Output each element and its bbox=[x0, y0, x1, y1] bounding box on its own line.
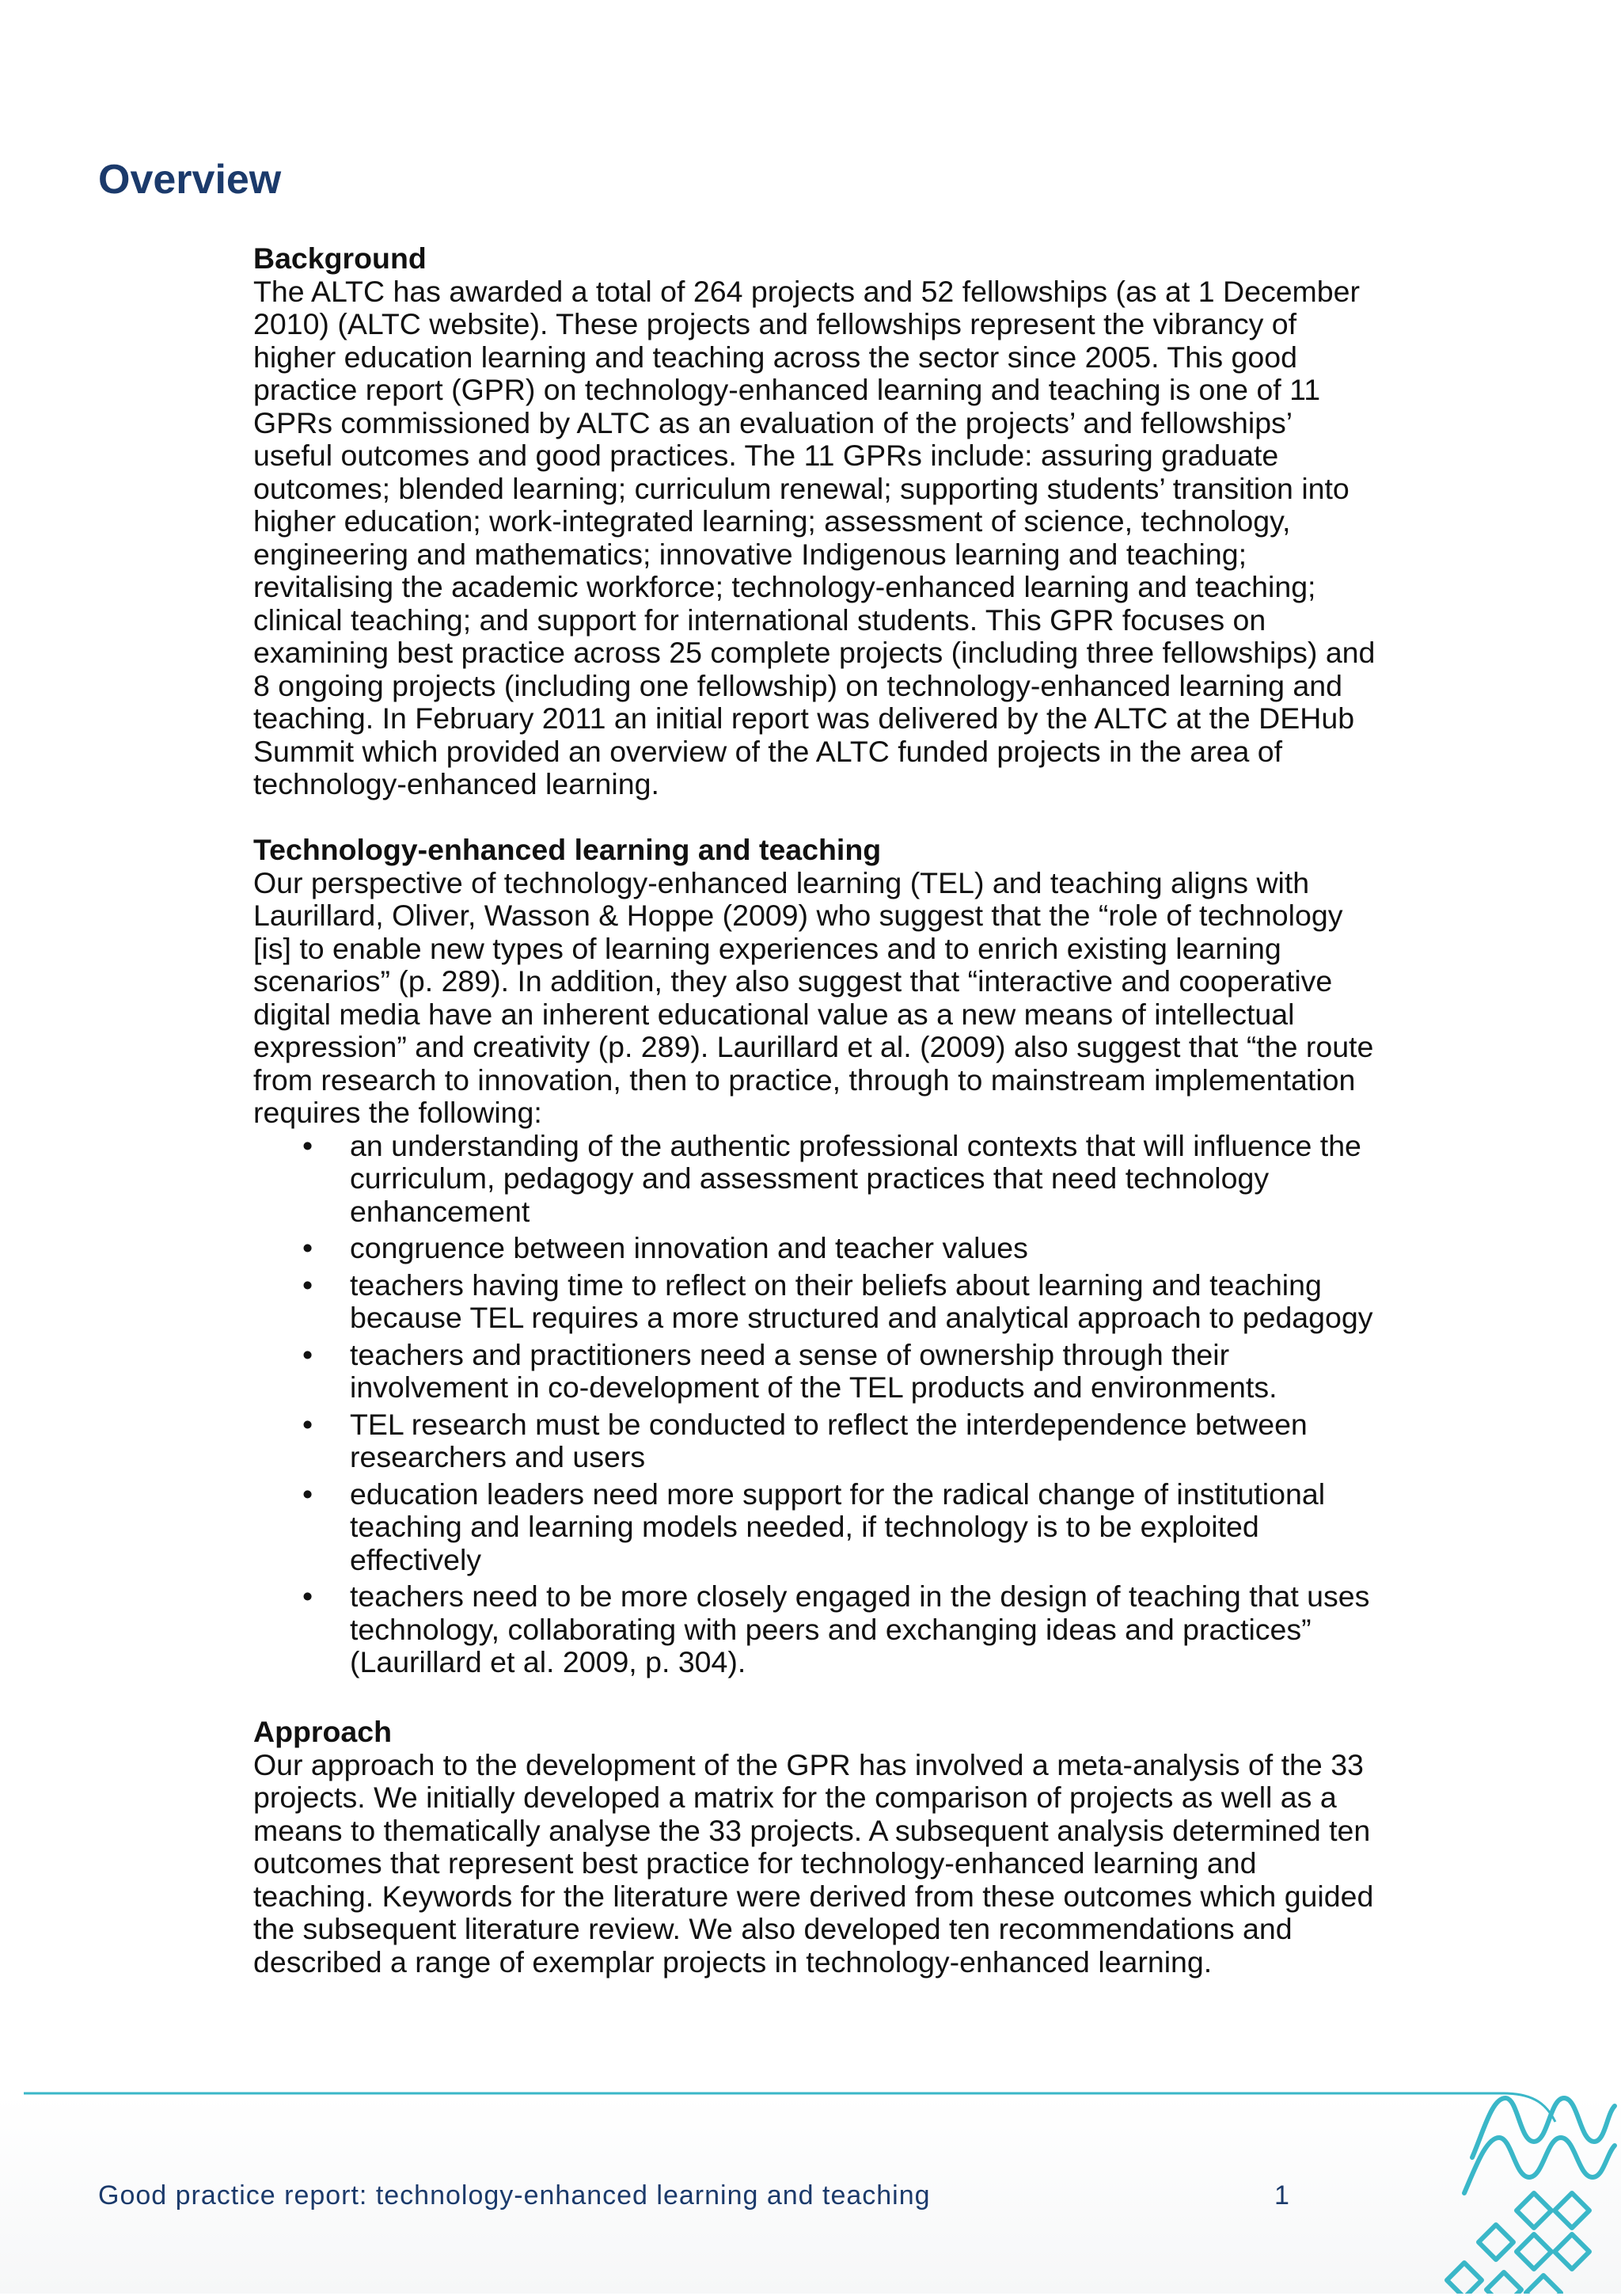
section-spacer bbox=[253, 1683, 1377, 1716]
section-spacer bbox=[253, 801, 1377, 834]
list-item bbox=[253, 1408, 1377, 1474]
list-item bbox=[253, 1130, 1377, 1229]
list-item-text: TEL research must be conducted to reflect the interdependence between researchers and users bbox=[350, 1407, 1308, 1473]
bullet-icon: • bbox=[302, 1579, 313, 1613]
list-item-text: teachers and practitioners need a sense of ownership through their involvement in co-development of the TEL products and environments. bbox=[350, 1337, 1277, 1404]
bullet-icon: • bbox=[302, 1407, 313, 1441]
bullet-icon: • bbox=[302, 1337, 313, 1371]
list-item-text: an understanding of the authentic professional contexts that will influence the curriculum, pedagogy and assessment practices that need technology enhancement bbox=[350, 1128, 1361, 1228]
footer-report-title: Good practice report: technology-enhanced learning and teaching bbox=[98, 2180, 931, 2210]
list-item bbox=[253, 1478, 1377, 1577]
tel-requirements-list bbox=[253, 1130, 1377, 1679]
bullet-icon: • bbox=[302, 1128, 313, 1162]
approach-paragraph: Our approach to the development of the GPR has involved a meta-analysis of the 33 projects. We initially developed a matrix for the comparison of projects as well as a means to thematically analyse the 33 projects. A subsequent analysis determined ten outcomes that represent best practice for technology-enhanced learning and teaching. Keywords for the literature were derived from these outcomes which guided the subsequent literature review. We also developed ten recommendations and described a range of exemplar projects in technology-enhanced learning. bbox=[253, 1747, 1374, 1979]
background-paragraph: The ALTC has awarded a total of 264 projects and 52 fellowships (as at 1 December 2010) (ALTC website). These projects and fellowships represent the vibrancy of higher education learning and teaching across the sector since 2005. This good practice report (GPR) on technology-enhanced learning and teaching is one of 11 GPRs commissioned by ALTC as an evaluation of the projects’ and fellowships’ useful outcomes and good practices. The 11 GPRs include: assuring graduate outcomes; blended learning; curriculum renewal; supporting students’ transition into higher education; work-integrated learning; assessment of science, technology, engineering and mathematics; innovative Indigenous learning and teaching; revitalising the academic workforce; technology-enhanced learning and teaching; clinical teaching; and support for international students. This GPR focuses on examining best practice across 25 complete projects (including three fellowships) and 8 ongoing projects (including one fellowship) on technology-enhanced learning and teaching. In February 2011 an initial report was delivered by the ALTC at the DEHub Summit which provided an overview of the ALTC funded projects in the area of technology-enhanced learning. bbox=[253, 274, 1376, 800]
list-item-text: teachers need to be more closely engaged in the design of teaching that uses technology, collaborating with peers and exchanging ideas and practices” (Laurillard et al. 2009, p. 304). bbox=[350, 1579, 1370, 1678]
tel-heading: Technology-enhanced learning and teaching bbox=[253, 833, 882, 866]
list-item bbox=[253, 1269, 1377, 1335]
list-item bbox=[253, 1232, 1377, 1265]
tel-paragraph: Our perspective of technology-enhanced learning (TEL) and teaching aligns with Laurillard, Oliver, Wasson & Hoppe (2009) who suggest that the “role of technology [is] to enable new types of learning experiences and to enrich existing learning scenarios” (p. 289). In addition, they also suggest that “interactive and cooperative digital media have an inherent educational value as a new means of intellectual expression” and creativity (p. 289). Laurillard et al. (2009) also suggest that “the route from research to innovation, then to practice, through to mainstream implementation requires the following: bbox=[253, 865, 1374, 1129]
bullet-icon: • bbox=[302, 1477, 313, 1511]
report-body bbox=[253, 242, 1377, 1979]
page-number: 1 bbox=[1274, 2180, 1289, 2210]
approach-heading: Approach bbox=[253, 1715, 393, 1748]
bullet-icon: • bbox=[302, 1231, 313, 1264]
list-item-text: teachers having time to reflect on their beliefs about learning and teaching because TEL requires a more structured and analytical approach to pedagogy bbox=[350, 1268, 1373, 1334]
page-title: Overview bbox=[98, 157, 282, 203]
background-heading: Background bbox=[253, 241, 427, 275]
list-item bbox=[253, 1339, 1377, 1405]
list-item-text: education leaders need more support for the radical change of institutional teaching and learning models needed, if technology is to be exploited effectively bbox=[350, 1477, 1326, 1576]
list-item bbox=[253, 1580, 1377, 1679]
bullet-icon: • bbox=[302, 1268, 313, 1302]
list-item-text: congruence between innovation and teacher values bbox=[350, 1231, 1028, 1264]
diamond-wave-ornament-icon bbox=[1417, 2082, 1621, 2294]
